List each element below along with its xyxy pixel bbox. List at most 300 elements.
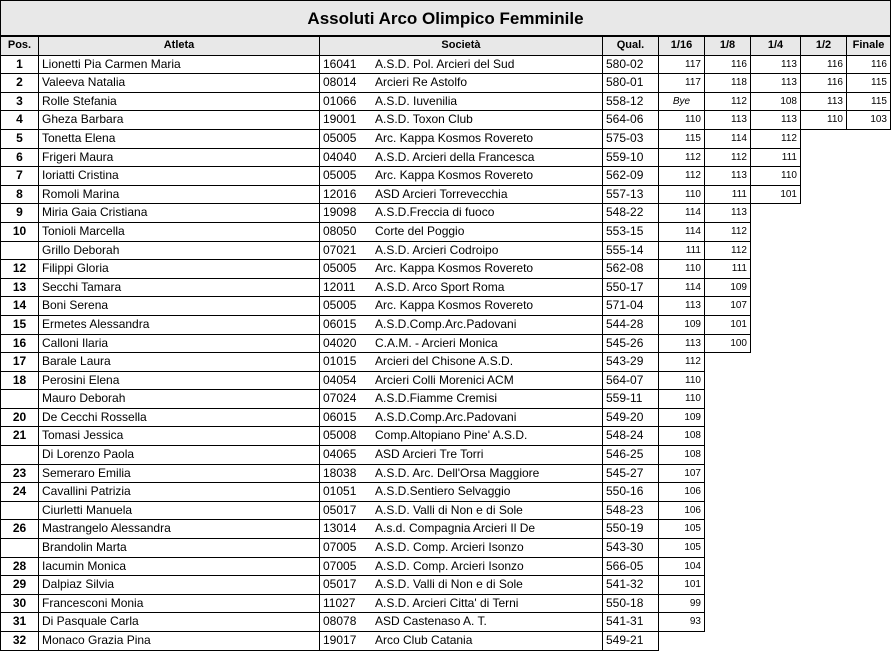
empty-cell: [705, 501, 751, 520]
qualification-cell: 549-20: [603, 408, 659, 427]
club-code: 01051: [323, 484, 357, 499]
athlete-cell: Secchi Tamara: [39, 278, 320, 297]
empty-cell: [705, 464, 751, 483]
club-name: Arc. Kappa Kosmos Rovereto: [375, 168, 534, 183]
club-cell: [320, 278, 603, 297]
round-8-score: 101: [705, 315, 751, 334]
empty-cell: [801, 185, 847, 204]
club-name: A.S.D.Freccia di fuoco: [375, 205, 495, 220]
qualification-cell: 543-29: [603, 353, 659, 372]
club-name: A.S.D. Arcieri Codroipo: [375, 242, 499, 257]
club-name: A.S.D.Sentiero Selvaggio: [375, 484, 511, 499]
round-8-score: 113: [705, 111, 751, 130]
semifinal-score: 116: [801, 74, 847, 93]
round-8-score: 112: [705, 148, 751, 167]
empty-cell: [751, 557, 801, 576]
round-16-score: 110: [659, 111, 705, 130]
position-cell: 5: [1, 129, 39, 148]
club-code: 16041: [323, 56, 357, 71]
athlete-cell: Ciurletti Manuela: [39, 501, 320, 520]
qualification-cell: 571-04: [603, 297, 659, 316]
table-row: [1, 315, 891, 334]
round-16-score: 117: [659, 55, 705, 74]
qualification-cell: 541-32: [603, 576, 659, 595]
empty-cell: [751, 334, 801, 353]
athlete-cell: Monaco Grazia Pina: [39, 632, 320, 651]
empty-cell: [751, 390, 801, 409]
quarterfinal-score: 101: [751, 185, 801, 204]
empty-cell: [801, 520, 847, 539]
athlete-cell: Tonetta Elena: [39, 129, 320, 148]
club-code: 01015: [323, 354, 357, 369]
table-row: [1, 464, 891, 483]
header-club: Società: [320, 37, 603, 56]
athlete-cell: Filippi Gloria: [39, 260, 320, 279]
club-cell: [320, 594, 603, 613]
empty-cell: [847, 483, 891, 502]
empty-cell: [751, 204, 801, 223]
round-16-score: 113: [659, 334, 705, 353]
club-code: 05005: [323, 298, 357, 313]
empty-cell: [801, 427, 847, 446]
club-cell: [320, 260, 603, 279]
empty-cell: [847, 185, 891, 204]
table-row: [1, 613, 891, 632]
empty-cell: [847, 520, 891, 539]
qualification-cell: 548-22: [603, 204, 659, 223]
table-row: [1, 74, 891, 93]
club-name: A.S.D. Valli di Non e di Sole: [375, 577, 523, 592]
qualification-cell: 548-23: [603, 501, 659, 520]
empty-cell: [751, 483, 801, 502]
empty-cell: [751, 464, 801, 483]
empty-cell: [705, 539, 751, 558]
qualification-cell: 557-13: [603, 185, 659, 204]
club-name: A.S.D. Arcieri della Francesca: [375, 149, 535, 164]
qualification-cell: 555-14: [603, 241, 659, 260]
club-name: A.S.D.Comp.Arc.Padovani: [375, 409, 517, 424]
quarterfinal-score: 113: [751, 111, 801, 130]
empty-cell: [847, 278, 891, 297]
empty-cell: [801, 334, 847, 353]
club-cell: [320, 632, 603, 651]
club-name: ASD Arcieri Torrevecchia: [375, 186, 508, 201]
club-code: 13014: [323, 521, 357, 536]
position-cell: [1, 241, 39, 260]
empty-cell: [847, 371, 891, 390]
header-qual: Qual.: [603, 37, 659, 56]
empty-cell: [705, 371, 751, 390]
club-cell: [320, 576, 603, 595]
position-cell: 20: [1, 408, 39, 427]
club-cell: [320, 390, 603, 409]
club-name: A.S.D. Arco Sport Roma: [375, 279, 505, 294]
empty-cell: [751, 594, 801, 613]
empty-cell: [659, 632, 705, 651]
empty-cell: [751, 222, 801, 241]
athlete-cell: Semeraro Emilia: [39, 464, 320, 483]
empty-cell: [751, 260, 801, 279]
table-header-row: [1, 37, 891, 56]
empty-cell: [801, 222, 847, 241]
table-row: [1, 520, 891, 539]
club-code: 08078: [323, 614, 357, 629]
club-cell: [320, 446, 603, 465]
athlete-cell: Ioriatti Cristina: [39, 167, 320, 186]
athlete-cell: Rolle Stefania: [39, 92, 320, 111]
club-cell: [320, 464, 603, 483]
semifinal-score: 113: [801, 92, 847, 111]
final-score: 115: [847, 74, 891, 93]
header-round-8: 1/8: [705, 37, 751, 56]
semifinal-score: 116: [801, 55, 847, 74]
table-row: [1, 483, 891, 502]
empty-cell: [801, 167, 847, 186]
athlete-cell: Di Lorenzo Paola: [39, 446, 320, 465]
table-row: [1, 241, 891, 260]
table-row: [1, 111, 891, 130]
round-16-score: 110: [659, 185, 705, 204]
empty-cell: [751, 371, 801, 390]
qualification-cell: 580-01: [603, 74, 659, 93]
qualification-cell: 550-19: [603, 520, 659, 539]
empty-cell: [705, 632, 751, 651]
table-row: [1, 167, 891, 186]
qualification-cell: 550-17: [603, 278, 659, 297]
club-code: 04065: [323, 447, 357, 462]
club-code: 18038: [323, 465, 357, 480]
club-code: 19098: [323, 205, 357, 220]
position-cell: 7: [1, 167, 39, 186]
position-cell: 16: [1, 334, 39, 353]
empty-cell: [847, 241, 891, 260]
club-cell: [320, 167, 603, 186]
round-16-score: 104: [659, 557, 705, 576]
club-code: 07021: [323, 242, 357, 257]
club-code: 05017: [323, 577, 357, 592]
club-name: Arc. Kappa Kosmos Rovereto: [375, 261, 534, 276]
empty-cell: [751, 427, 801, 446]
header-athlete: Atleta: [39, 37, 320, 56]
club-cell: [320, 55, 603, 74]
position-cell: 3: [1, 92, 39, 111]
empty-cell: [801, 260, 847, 279]
athlete-cell: Cavallini Patrizia: [39, 483, 320, 502]
club-code: 19017: [323, 633, 357, 647]
club-code: 06015: [323, 316, 357, 331]
empty-cell: [801, 632, 847, 651]
club-name: A.S.D. Arcieri Citta' di Terni: [375, 595, 519, 610]
quarterfinal-score: 113: [751, 74, 801, 93]
club-cell: [320, 539, 603, 558]
empty-cell: [751, 315, 801, 334]
athlete-cell: Brandolin Marta: [39, 539, 320, 558]
empty-cell: [751, 353, 801, 372]
empty-cell: [751, 520, 801, 539]
club-code: 05005: [323, 261, 357, 276]
position-cell: 8: [1, 185, 39, 204]
table-row: [1, 557, 891, 576]
qualification-cell: 545-26: [603, 334, 659, 353]
empty-cell: [705, 594, 751, 613]
athlete-cell: Frigeri Maura: [39, 148, 320, 167]
empty-cell: [751, 632, 801, 651]
empty-cell: [847, 353, 891, 372]
empty-cell: [801, 464, 847, 483]
header-final: Finale: [847, 37, 891, 56]
club-cell: [320, 483, 603, 502]
club-name: A.S.D. Iuvenilia: [375, 93, 458, 108]
qualification-cell: 546-25: [603, 446, 659, 465]
table-row: [1, 408, 891, 427]
qualification-cell: 559-11: [603, 390, 659, 409]
empty-cell: [847, 427, 891, 446]
empty-cell: [847, 613, 891, 632]
empty-cell: [801, 390, 847, 409]
position-cell: [1, 539, 39, 558]
position-cell: 21: [1, 427, 39, 446]
athlete-cell: Gheza Barbara: [39, 111, 320, 130]
round-8-score: 107: [705, 297, 751, 316]
position-cell: 31: [1, 613, 39, 632]
club-code: 11027: [323, 595, 356, 610]
club-name: Arcieri Re Astolfo: [375, 75, 468, 90]
final-score: 103: [847, 111, 891, 130]
qualification-cell: 580-02: [603, 55, 659, 74]
empty-cell: [847, 167, 891, 186]
quarterfinal-score: 113: [751, 55, 801, 74]
empty-cell: [751, 297, 801, 316]
empty-cell: [705, 557, 751, 576]
club-name: A.S.D.Comp.Arc.Padovani: [375, 316, 517, 331]
empty-cell: [801, 557, 847, 576]
header-semifinal: 1/2: [801, 37, 847, 56]
empty-cell: [801, 371, 847, 390]
empty-cell: [847, 222, 891, 241]
qualification-cell: 543-30: [603, 539, 659, 558]
round-8-score: 111: [705, 260, 751, 279]
position-cell: 2: [1, 74, 39, 93]
qualification-cell: 564-06: [603, 111, 659, 130]
club-cell: [320, 92, 603, 111]
empty-cell: [751, 408, 801, 427]
athlete-cell: Mauro Deborah: [39, 390, 320, 409]
qualification-cell: 549-21: [603, 632, 659, 651]
qualification-cell: 550-16: [603, 483, 659, 502]
empty-cell: [705, 408, 751, 427]
club-code: 05008: [323, 428, 357, 443]
header-pos: Pos.: [1, 37, 39, 56]
table-row: [1, 278, 891, 297]
round-8-score: 112: [705, 241, 751, 260]
club-name: A.S.D. Pol. Arcieri del Sud: [375, 56, 515, 71]
table-row: [1, 501, 891, 520]
table-row: [1, 204, 891, 223]
empty-cell: [847, 390, 891, 409]
round-16-score: 101: [659, 576, 705, 595]
club-cell: [320, 148, 603, 167]
quarterfinal-score: 111: [751, 148, 801, 167]
club-name: Corte del Poggio: [375, 223, 465, 238]
empty-cell: [847, 148, 891, 167]
club-code: 07005: [323, 540, 357, 555]
page-title: Assoluti Arco Olimpico Femminile: [0, 0, 891, 36]
position-cell: 6: [1, 148, 39, 167]
club-cell: [320, 334, 603, 353]
club-cell: [320, 501, 603, 520]
round-16-score: 114: [659, 278, 705, 297]
empty-cell: [847, 539, 891, 558]
empty-cell: [705, 353, 751, 372]
table-row: [1, 576, 891, 595]
position-cell: 13: [1, 278, 39, 297]
empty-cell: [847, 260, 891, 279]
athlete-cell: Perosini Elena: [39, 371, 320, 390]
qualification-cell: 558-12: [603, 92, 659, 111]
athlete-cell: Calloni Ilaria: [39, 334, 320, 353]
position-cell: 15: [1, 315, 39, 334]
club-name: Arc. Kappa Kosmos Rovereto: [375, 298, 534, 313]
table-row: [1, 539, 891, 558]
club-code: 08014: [323, 75, 357, 90]
club-cell: [320, 204, 603, 223]
quarterfinal-score: 112: [751, 129, 801, 148]
club-name: A.S.D. Toxon Club: [375, 112, 473, 127]
round-8-score: 116: [705, 55, 751, 74]
round-8-score: 118: [705, 74, 751, 93]
club-code: 07005: [323, 558, 357, 573]
header-round-4: 1/4: [751, 37, 801, 56]
athlete-cell: Boni Serena: [39, 297, 320, 316]
table-row: [1, 129, 891, 148]
club-cell: [320, 315, 603, 334]
empty-cell: [801, 204, 847, 223]
final-score: 115: [847, 92, 891, 111]
round-16-score: 115: [659, 129, 705, 148]
table-row: [1, 297, 891, 316]
club-name: ASD Arcieri Tre Torri: [375, 447, 484, 462]
empty-cell: [751, 501, 801, 520]
empty-cell: [801, 594, 847, 613]
club-code: 19001: [323, 112, 357, 127]
club-name: C.A.M. - Arcieri Monica: [375, 335, 498, 350]
athlete-cell: Miria Gaia Cristiana: [39, 204, 320, 223]
empty-cell: [801, 297, 847, 316]
club-cell: [320, 371, 603, 390]
empty-cell: [801, 483, 847, 502]
club-cell: [320, 74, 603, 93]
table-row: [1, 427, 891, 446]
round-16-score: 110: [659, 260, 705, 279]
position-cell: 1: [1, 55, 39, 74]
club-cell: [320, 408, 603, 427]
table-row: [1, 55, 891, 74]
empty-cell: [751, 539, 801, 558]
qualification-cell: 562-09: [603, 167, 659, 186]
athlete-cell: Barale Laura: [39, 353, 320, 372]
club-code: 07024: [323, 391, 357, 406]
club-code: 05005: [323, 130, 357, 145]
athlete-cell: Ermetes Alessandra: [39, 315, 320, 334]
empty-cell: [847, 464, 891, 483]
position-cell: [1, 446, 39, 465]
athlete-cell: Lionetti Pia Carmen Maria: [39, 55, 320, 74]
qualification-cell: 553-15: [603, 222, 659, 241]
qualification-cell: 541-31: [603, 613, 659, 632]
position-cell: 23: [1, 464, 39, 483]
round-16-score: 112: [659, 148, 705, 167]
position-cell: 9: [1, 204, 39, 223]
round-8-score: 109: [705, 278, 751, 297]
table-row: [1, 260, 891, 279]
round-16-score: 114: [659, 204, 705, 223]
round-16-score: 105: [659, 520, 705, 539]
club-cell: [320, 185, 603, 204]
club-name: Arcieri Colli Morenici ACM: [375, 372, 514, 387]
athlete-cell: Grillo Deborah: [39, 241, 320, 260]
club-cell: [320, 241, 603, 260]
round-16-score: 112: [659, 167, 705, 186]
round-16-score: 117: [659, 74, 705, 93]
qualification-cell: 548-24: [603, 427, 659, 446]
round-16-score: 106: [659, 483, 705, 502]
club-code: 04040: [323, 149, 357, 164]
empty-cell: [801, 241, 847, 260]
empty-cell: [801, 278, 847, 297]
position-cell: 30: [1, 594, 39, 613]
club-name: A.S.D.Fiamme Cremisi: [375, 391, 498, 406]
round-8-score: 100: [705, 334, 751, 353]
empty-cell: [801, 446, 847, 465]
club-name: Comp.Altopiano Pine' A.S.D.: [375, 428, 528, 443]
empty-cell: [847, 576, 891, 595]
empty-cell: [801, 613, 847, 632]
club-name: A.S.D. Comp. Arcieri Isonzo: [375, 558, 524, 573]
athlete-cell: Di Pasquale Carla: [39, 613, 320, 632]
club-cell: [320, 613, 603, 632]
position-cell: 18: [1, 371, 39, 390]
empty-cell: [847, 297, 891, 316]
position-cell: 14: [1, 297, 39, 316]
quarterfinal-score: 110: [751, 167, 801, 186]
club-code: 05017: [323, 502, 357, 517]
table-row: [1, 632, 891, 651]
qualification-cell: 562-08: [603, 260, 659, 279]
round-16-score: 113: [659, 297, 705, 316]
club-name: A.s.d. Compagnia Arcieri Il De: [375, 521, 536, 536]
round-16-score: 111: [659, 241, 705, 260]
empty-cell: [847, 408, 891, 427]
club-cell: [320, 129, 603, 148]
club-code: 04020: [323, 335, 357, 350]
table-row: [1, 446, 891, 465]
round-16-score: 109: [659, 408, 705, 427]
table-row: [1, 92, 891, 111]
club-name: A.S.D. Valli di Non e di Sole: [375, 502, 523, 517]
empty-cell: [847, 334, 891, 353]
club-name: A.S.D. Arc. Dell'Orsa Maggiore: [375, 465, 540, 480]
empty-cell: [705, 613, 751, 632]
empty-cell: [801, 129, 847, 148]
athlete-cell: De Cecchi Rossella: [39, 408, 320, 427]
round-16-score: 110: [659, 371, 705, 390]
table-row: [1, 353, 891, 372]
round-8-score: 113: [705, 167, 751, 186]
table-row: [1, 390, 891, 409]
results-table: [0, 36, 891, 651]
round-16-score: 99: [659, 594, 705, 613]
qualification-cell: 566-05: [603, 557, 659, 576]
